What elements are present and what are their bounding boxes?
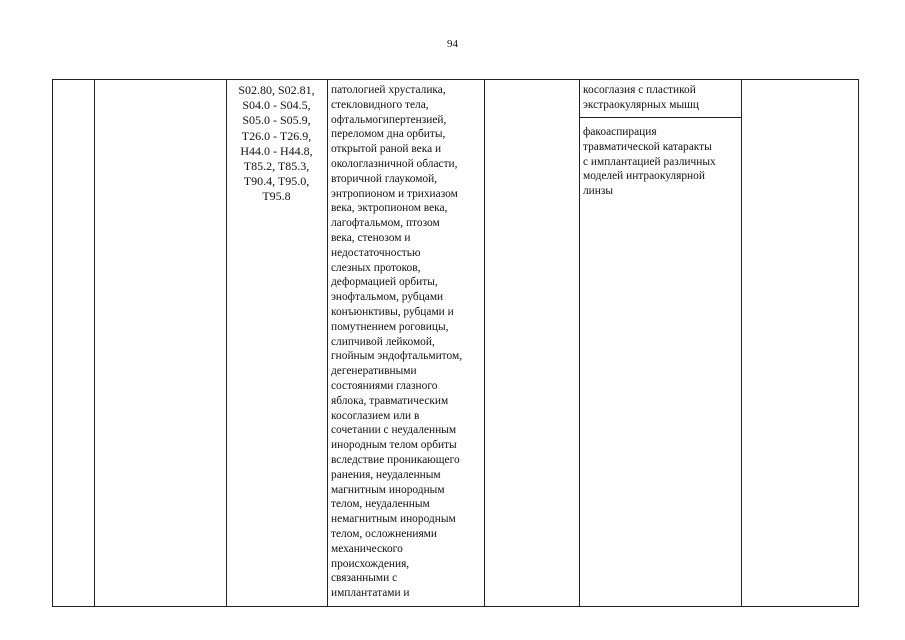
- column-divider: [579, 80, 580, 606]
- icd-codes-cell: S02.80, S02.81, S04.0 - S04.5, S05.0 - S05.9, T26.0 - T26.9, H44.0 - H44.8, T85.2, T85.3, T90.4, T95.0, T95.8: [238, 83, 315, 204]
- treatment-method-cell: факоаспирация травматической катаракты с имплантацией различных моделей интраокулярной линзы: [583, 126, 716, 198]
- column-divider: [484, 80, 485, 606]
- page-number: 94: [447, 38, 458, 50]
- diagnosis-cell: патологией хрусталика, стекловидного тела, офтальмогипертензией, переломом дна орбиты, открытой раной века и окологлазничной области, вторичной глаукомой, энтропионом и трихиазом века, эктропионом века, лагофтальмом, птозом века, стенозом и недостаточностью слезных протоков, деформацией орбиты, энофтальмом, рубцами конъюнктивы, рубцами и помутнением роговицы, слипчивой лейкомой, гнойным эндофтальмитом, дегенеративными состояниями глазного яблока, травматическим косоглазием или в сочетании с неудаленным инородным телом орбиты вследствие проникающего ранения, неудаленным магнитным инородным телом, неудаленным немагнитным инородным телом, осложнениями механического происхождения, связанными с имплантатами и: [331, 84, 463, 600]
- treatment-method-cell: косоглазия с пластикой экстраокулярных мышц: [583, 84, 699, 111]
- row-divider: [579, 117, 741, 118]
- column-divider: [94, 80, 95, 606]
- column-divider: [327, 80, 328, 606]
- column-divider: [226, 80, 227, 606]
- treatment-table: [52, 79, 859, 607]
